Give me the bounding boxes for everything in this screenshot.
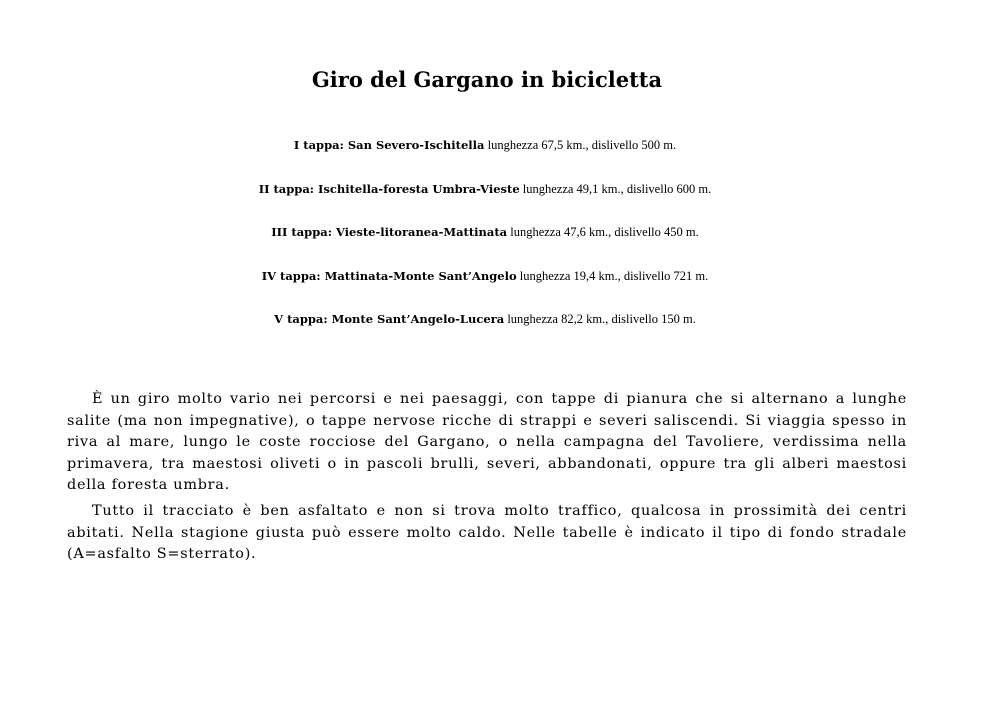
body-text: [67, 389, 907, 570]
stage-name: V tappa: Monte Sant’Angelo-Lucera: [274, 312, 505, 326]
stage-name: IV tappa: Mattinata-Monte Sant’Angelo: [261, 268, 517, 283]
stage-details: lunghezza 19,4 km., dislivello 721 m.: [519, 268, 709, 283]
paragraph-road-conditions: Tutto il tracciato è ben asfaltato e non si trova molto traffico, qualcosa in prossimità dei centri abitati. Nella stagione giusta può essere molto caldo. Nelle tabelle è indicato il tipo di fondo stradale (A=asfalto S=sterrato).: [67, 502, 907, 563]
stage-item: [0, 218, 970, 262]
stage-item: [0, 175, 970, 219]
stage-details: lunghezza 67,5 km., dislivello 500 m.: [487, 138, 677, 152]
stage-list: [0, 131, 970, 349]
stage-name: II tappa: Ischitella-foresta Umbra-Vieste: [258, 181, 520, 196]
stage-item: [0, 262, 970, 306]
stage-details: lunghezza 82,2 km., dislivello 150 m.: [507, 312, 696, 326]
stage-item: [0, 305, 970, 349]
stage-name: I tappa: San Severo-Ischitella: [293, 138, 485, 152]
paragraph-description: È un giro molto vario nei percorsi e nei paesaggi, con tappe di pianura che si alternano a lunghe salite (ma non impegnative), o tappe nervose ricche di strappi e severi saliscendi. Si viaggia spesso in riva al mare, lungo le coste rocciose del Gargano, o nella campagna del Tavoliere, verdissima nella primavera, tra maestosi oliveti o in pascoli brulli, severi, abbandonati, oppure tra gli alberi maestosi della foresta umbra.: [67, 391, 907, 494]
document-title: Giro del Gargano in bicicletta: [311, 67, 663, 92]
stage-details: lunghezza 49,1 km., dislivello 600 m.: [522, 181, 712, 196]
stage-name: III tappa: Vieste-litoranea-Mattinata: [271, 225, 508, 239]
stage-item: [0, 131, 970, 175]
stage-details: lunghezza 47,6 km., dislivello 450 m.: [510, 225, 699, 239]
